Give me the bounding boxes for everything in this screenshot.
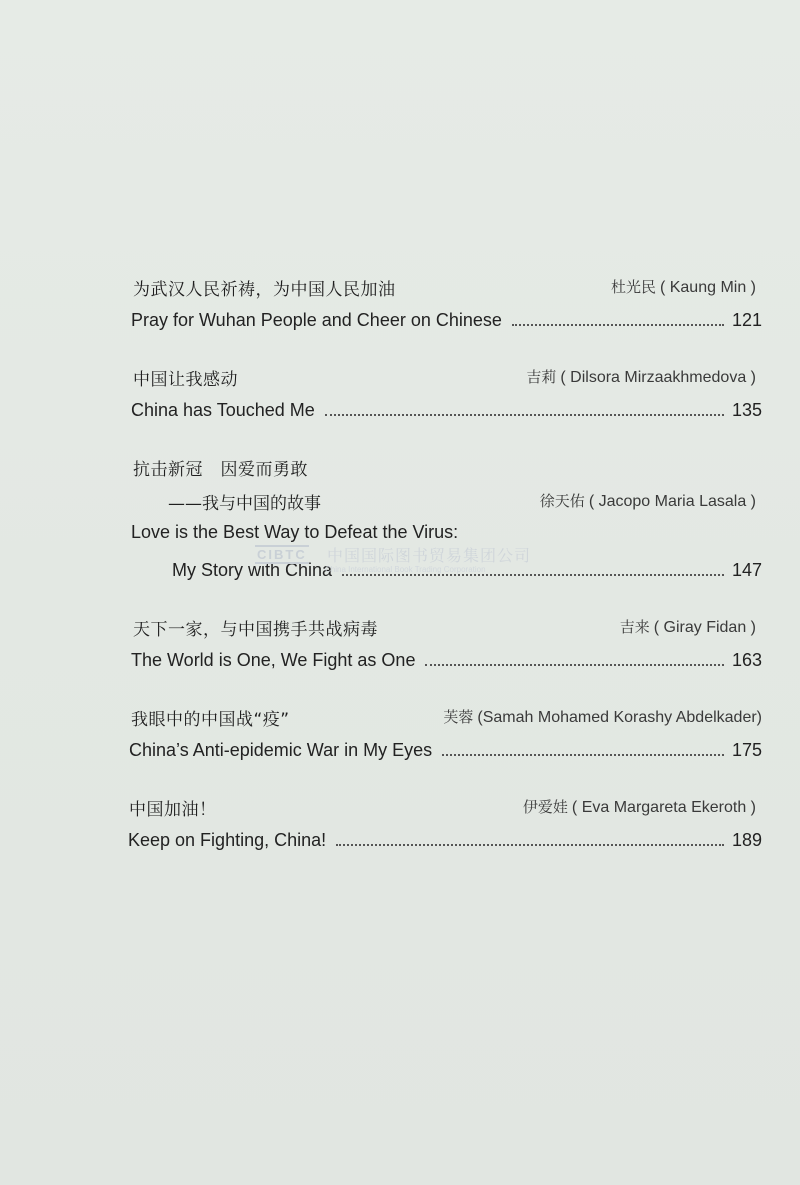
entry-english-title: China’s Anti-epidemic War in My Eyes bbox=[129, 740, 433, 760]
author-english-name: ( Jacopo Maria Lasala ) bbox=[588, 493, 756, 510]
page-number: 175 bbox=[731, 740, 762, 760]
entry-author bbox=[620, 616, 756, 637]
author-chinese-name: 伊爱娃 bbox=[522, 798, 568, 816]
entry-english-row[interactable] bbox=[131, 397, 762, 421]
entry-english-title: My Story with China bbox=[172, 560, 333, 580]
entry-english-title: Pray for Wuhan People and Cheer on Chinese bbox=[131, 310, 502, 330]
entry-chinese-title: 抗击新冠 因爱而勇敢 bbox=[133, 460, 308, 480]
leader-dots bbox=[336, 844, 724, 846]
page-number: 135 bbox=[731, 400, 762, 420]
publisher-watermark bbox=[255, 545, 555, 585]
author-chinese-name: 吉来 bbox=[619, 618, 650, 636]
leader-dots bbox=[512, 324, 724, 326]
watermark-english-text: China International Book Trading Corporation bbox=[325, 565, 486, 574]
leader-dots bbox=[425, 664, 724, 666]
entry-author bbox=[540, 490, 756, 511]
entry-chinese-title: 天下一家，与中国携手共战病毒 bbox=[133, 620, 378, 640]
watermark-logo: CIBTC bbox=[257, 547, 307, 562]
entry-chinese-title: 为武汉人民祈祷，为中国人民加油 bbox=[133, 280, 396, 300]
watermark-chinese-text: 中国国际图书贸易集团公司 bbox=[327, 546, 532, 565]
author-chinese-name: 芙蓉 bbox=[443, 708, 474, 726]
entry-english-row[interactable] bbox=[129, 737, 762, 761]
entry-chinese-title: 我眼中的中国战“疫” bbox=[131, 710, 290, 730]
entry-english-title: China has Touched Me bbox=[131, 400, 315, 420]
author-english-name: ( Giray Fidan ) bbox=[653, 619, 756, 636]
page-number: 189 bbox=[731, 830, 762, 850]
page-number: 163 bbox=[731, 650, 762, 670]
author-english-name: ( Kaung Min ) bbox=[659, 279, 756, 296]
entry-chinese-title: 中国让我感动 bbox=[133, 370, 238, 390]
entry-author bbox=[523, 796, 756, 817]
author-chinese-name: 吉莉 bbox=[526, 368, 557, 386]
entry-english-title: Keep on Fighting, China! bbox=[128, 830, 327, 850]
author-english-name: (Samah Mohamed Korashy Abdelkader) bbox=[477, 709, 762, 726]
author-chinese-name: 杜光民 bbox=[610, 278, 656, 296]
entry-author bbox=[611, 276, 756, 297]
entry-english-row[interactable] bbox=[131, 307, 762, 331]
entry-english-row[interactable] bbox=[131, 647, 762, 671]
author-english-name: ( Eva Margareta Ekeroth ) bbox=[571, 799, 756, 816]
entry-english-title: The World is One, We Fight as One bbox=[131, 650, 416, 670]
entry-english-row[interactable] bbox=[128, 827, 762, 851]
entry-author bbox=[526, 366, 756, 387]
page-number: 147 bbox=[731, 560, 762, 580]
page-number: 121 bbox=[731, 310, 762, 330]
entry-chinese-title: 中国加油！ bbox=[129, 800, 217, 820]
entry-author bbox=[443, 706, 762, 727]
author-chinese-name: 徐天佑 bbox=[539, 492, 585, 510]
entry-english-title-line1: Love is the Best Way to Defeat the Virus: bbox=[131, 522, 459, 542]
entry-chinese-subtitle: ——我与中国的故事 bbox=[168, 494, 321, 514]
author-english-name: ( Dilsora Mirzaakhmedova ) bbox=[560, 369, 756, 386]
leader-dots bbox=[325, 414, 724, 416]
leader-dots bbox=[442, 754, 724, 756]
